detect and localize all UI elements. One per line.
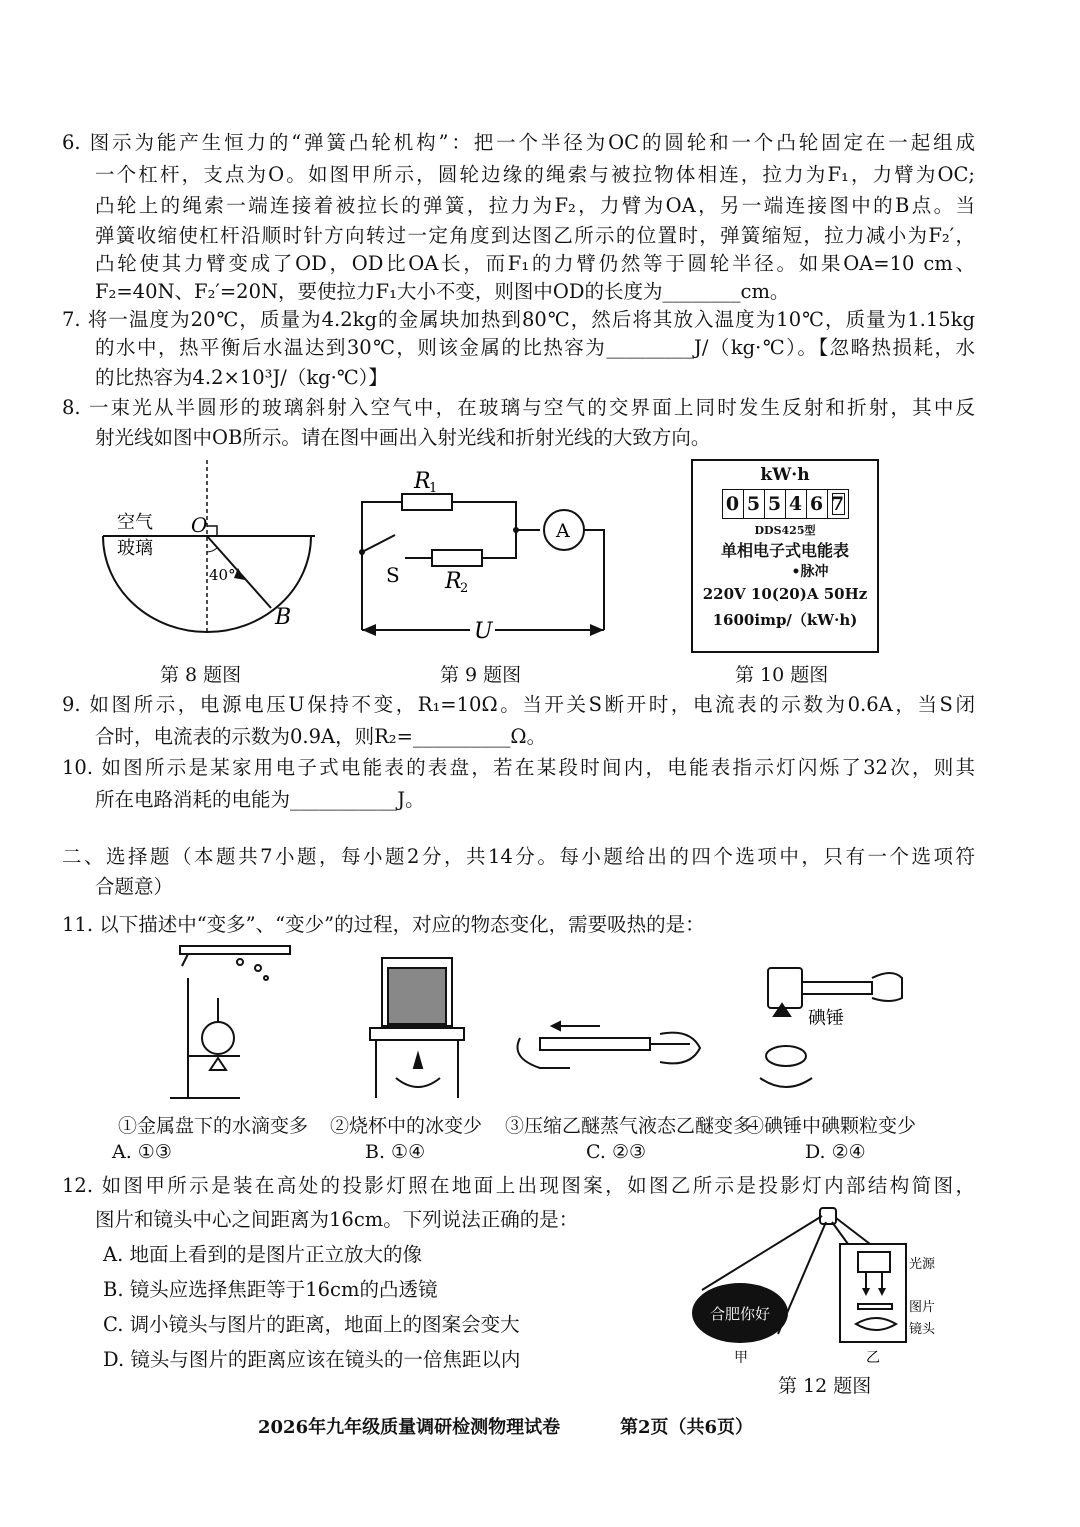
image-3-syringe <box>518 1022 701 1068</box>
air-label: 空气 <box>117 512 153 533</box>
q11-caption-2: ②烧杯中的冰变少 <box>330 1115 483 1137</box>
footer-title: 2026年九年级质量调研检测物理试卷 <box>258 1417 561 1438</box>
q11-caption-3: ③压缩乙醚蒸气液态乙醚变多 <box>505 1115 753 1137</box>
meter-pulse: •脉冲 <box>791 564 829 580</box>
r2-label: R <box>445 569 462 594</box>
meter-model: DDS425型 <box>754 524 816 537</box>
figure-10-energy-meter <box>691 459 879 653</box>
section-line: 二、选择题（本题共7小题，每小题2分，共14分。每小题给出的四个选项中，只有一个选项符 <box>62 845 975 868</box>
meter-constant: 1600imp/（kW·h) <box>712 611 858 629</box>
glass-label: 玻璃 <box>117 538 153 559</box>
figure-9-circuit <box>350 462 620 642</box>
q11-stem: 11. 以下描述中“变多”、“变少”的过程，对应的物态变化，需要吸热的是： <box>62 913 705 936</box>
r2-subscript: 2 <box>460 581 469 596</box>
switch-s <box>362 535 395 552</box>
light-source <box>858 1252 890 1272</box>
q11-option-c[interactable]: C. ②③ <box>586 1141 647 1163</box>
meter-digit: 6 <box>807 489 828 519</box>
q9-line: 9. 如图所示，电源电压U保持不变，R₁=10Ω。当开关S断开时，电流表的示数为0.6A，当S闭 <box>62 693 975 716</box>
q11-option-d[interactable]: D. ②④ <box>805 1141 866 1163</box>
q11-option-b[interactable]: B. ①④ <box>365 1141 426 1163</box>
projector-lamp <box>820 1208 836 1224</box>
internal-structure-box <box>840 1244 906 1342</box>
q8-line: 射光线如图中OB所示。请在图中画出入射光线和折射光线的大致方向。 <box>95 426 711 449</box>
figure-12-caption: 第 12 题图 <box>778 1375 872 1397</box>
image-1-metal-plate <box>170 946 290 1098</box>
section-line: 合题意） <box>95 875 174 898</box>
voltage-label: U <box>474 619 493 642</box>
q6-line: F₂=40N、F₂′=20N，要使拉力F₁大小不变，则图中OD的长度为________cm。 <box>95 280 790 303</box>
meter-digit: 0 <box>722 489 744 519</box>
resistor-r2 <box>432 550 482 566</box>
r1-label: R <box>414 469 431 494</box>
q6-line: 一个杠杆，支点为O。如图甲所示，圆轮边缘的绳索与被拉物体相连，拉力为F₁，力臂为OC; <box>95 163 975 186</box>
figure-8-semicircle-glass <box>95 460 315 640</box>
point-o-label: O <box>191 513 208 537</box>
switch-label: S <box>386 563 400 587</box>
footer-page-number: 第2页（共6页） <box>620 1417 754 1438</box>
figure-12-projector <box>680 1200 950 1370</box>
angle-label: 40° <box>209 566 236 584</box>
light-source-label: 光源 <box>909 1257 936 1272</box>
iodine-hammer-label: 碘锤 <box>808 1008 844 1029</box>
q6-line: 凸轮上的绳索一端连接着被拉长的弹簧，拉力为F₂，力臂为OA，另一端连接图中的B点。当 <box>95 194 975 217</box>
q11-images <box>100 938 960 1108</box>
q6-line: 凸轮使其力臂变成了OD，OD比OA长，而F₁的力臂仍然等于圆轮半径。如果OA=10 cm、 <box>95 252 975 275</box>
meter-rating: 220V 10(20)A 50Hz <box>702 585 868 603</box>
image-2-beaker-ice <box>370 958 464 1098</box>
lens <box>856 1318 896 1330</box>
q10-line: 10. 如图所示是某家用电子式电能表的表盘，若在某段时间内，电能表指示灯闪烁了32次，则其 <box>62 756 975 779</box>
picture-label: 图片 <box>909 1300 936 1315</box>
pattern-text: 合肥你好 <box>710 1305 771 1323</box>
resistor-r1 <box>402 494 452 510</box>
q11-caption-1: ①金属盘下的水滴变多 <box>118 1115 309 1137</box>
q12-option-c[interactable]: C. 调小镜头与图片的距离，地面上的图案会变大 <box>103 1313 520 1336</box>
q10-line: 所在电路消耗的电能为___________J。 <box>95 788 425 811</box>
figure-8-caption: 第 8 题图 <box>160 664 242 686</box>
fig-jia-label: 甲 <box>734 1350 748 1366</box>
figure-9-caption: 第 9 题图 <box>440 664 522 686</box>
q11-caption-4: ④碘锤中碘颗粒变少 <box>745 1115 917 1137</box>
q8-line: 8. 一束光从半圆形的玻璃斜射入空气中，在玻璃与空气的交界面上同时发生反射和折射，其中反 <box>62 396 975 419</box>
q6-line: 6. 图示为能产生恒力的“弹簧凸轮机构”：把一个半径为OC的圆轮和一个凸轮固定在一起组成 <box>62 131 975 154</box>
meter-unit: kW·h <box>760 465 810 485</box>
q12-option-a[interactable]: A. 地面上看到的是图片正立放大的像 <box>103 1243 422 1266</box>
q7-line: 7. 将一温度为20℃，质量为4.2kg的金属块加热到80℃，然后将其放入温度为10℃，质量为1.15kg <box>62 308 975 331</box>
meter-digit: 5 <box>744 489 765 519</box>
q7-line: 的水中，热平衡后水温达到30℃，则该金属的比热容为_________J/（kg·℃）。【忽略热损耗，水 <box>95 336 975 359</box>
q12-line: 12. 如图甲所示是装在高处的投影灯照在地面上出现图案，如图乙所示是投影灯内部结构简图， <box>62 1174 975 1197</box>
q12-option-d[interactable]: D. 镜头与图片的距离应该在镜头的一倍焦距以内 <box>103 1348 521 1371</box>
meter-digit: 5 <box>765 489 786 519</box>
point-b-label: B <box>275 605 292 630</box>
lens-label: 镜头 <box>909 1322 936 1337</box>
q9-line: 合时，电流表的示数为0.9A，则R₂=__________Ω。 <box>95 725 547 748</box>
figure-10-caption: 第 10 题图 <box>735 664 829 686</box>
q7-line: 的比热容为4.2×10³J/（kg·℃）】 <box>95 366 388 389</box>
q12-option-b[interactable]: B. 镜头应选择焦距等于16cm的凸透镜 <box>103 1278 438 1301</box>
q12-line: 图片和镜头中心之间距离为16cm。下列说法正确的是： <box>95 1208 579 1231</box>
r1-subscript: 1 <box>429 481 438 496</box>
picture-slide <box>858 1304 892 1309</box>
meter-digit: 4 <box>786 489 807 519</box>
ammeter-label: A <box>556 520 570 542</box>
arrow-icon <box>234 568 245 580</box>
meter-name: 单相电子式电能表 <box>720 541 849 560</box>
q11-option-a[interactable]: A. ①③ <box>112 1141 172 1163</box>
q6-line: 弹簧收缩使杠杆沿顺时针方向转过一定角度到达图乙所示的位置时，弹簧缩短，拉力减小为F₂′， <box>95 224 975 247</box>
meter-digits <box>693 489 877 519</box>
fig-yi-label: 乙 <box>866 1350 880 1366</box>
meter-digit-decimal: 7 <box>828 489 849 519</box>
